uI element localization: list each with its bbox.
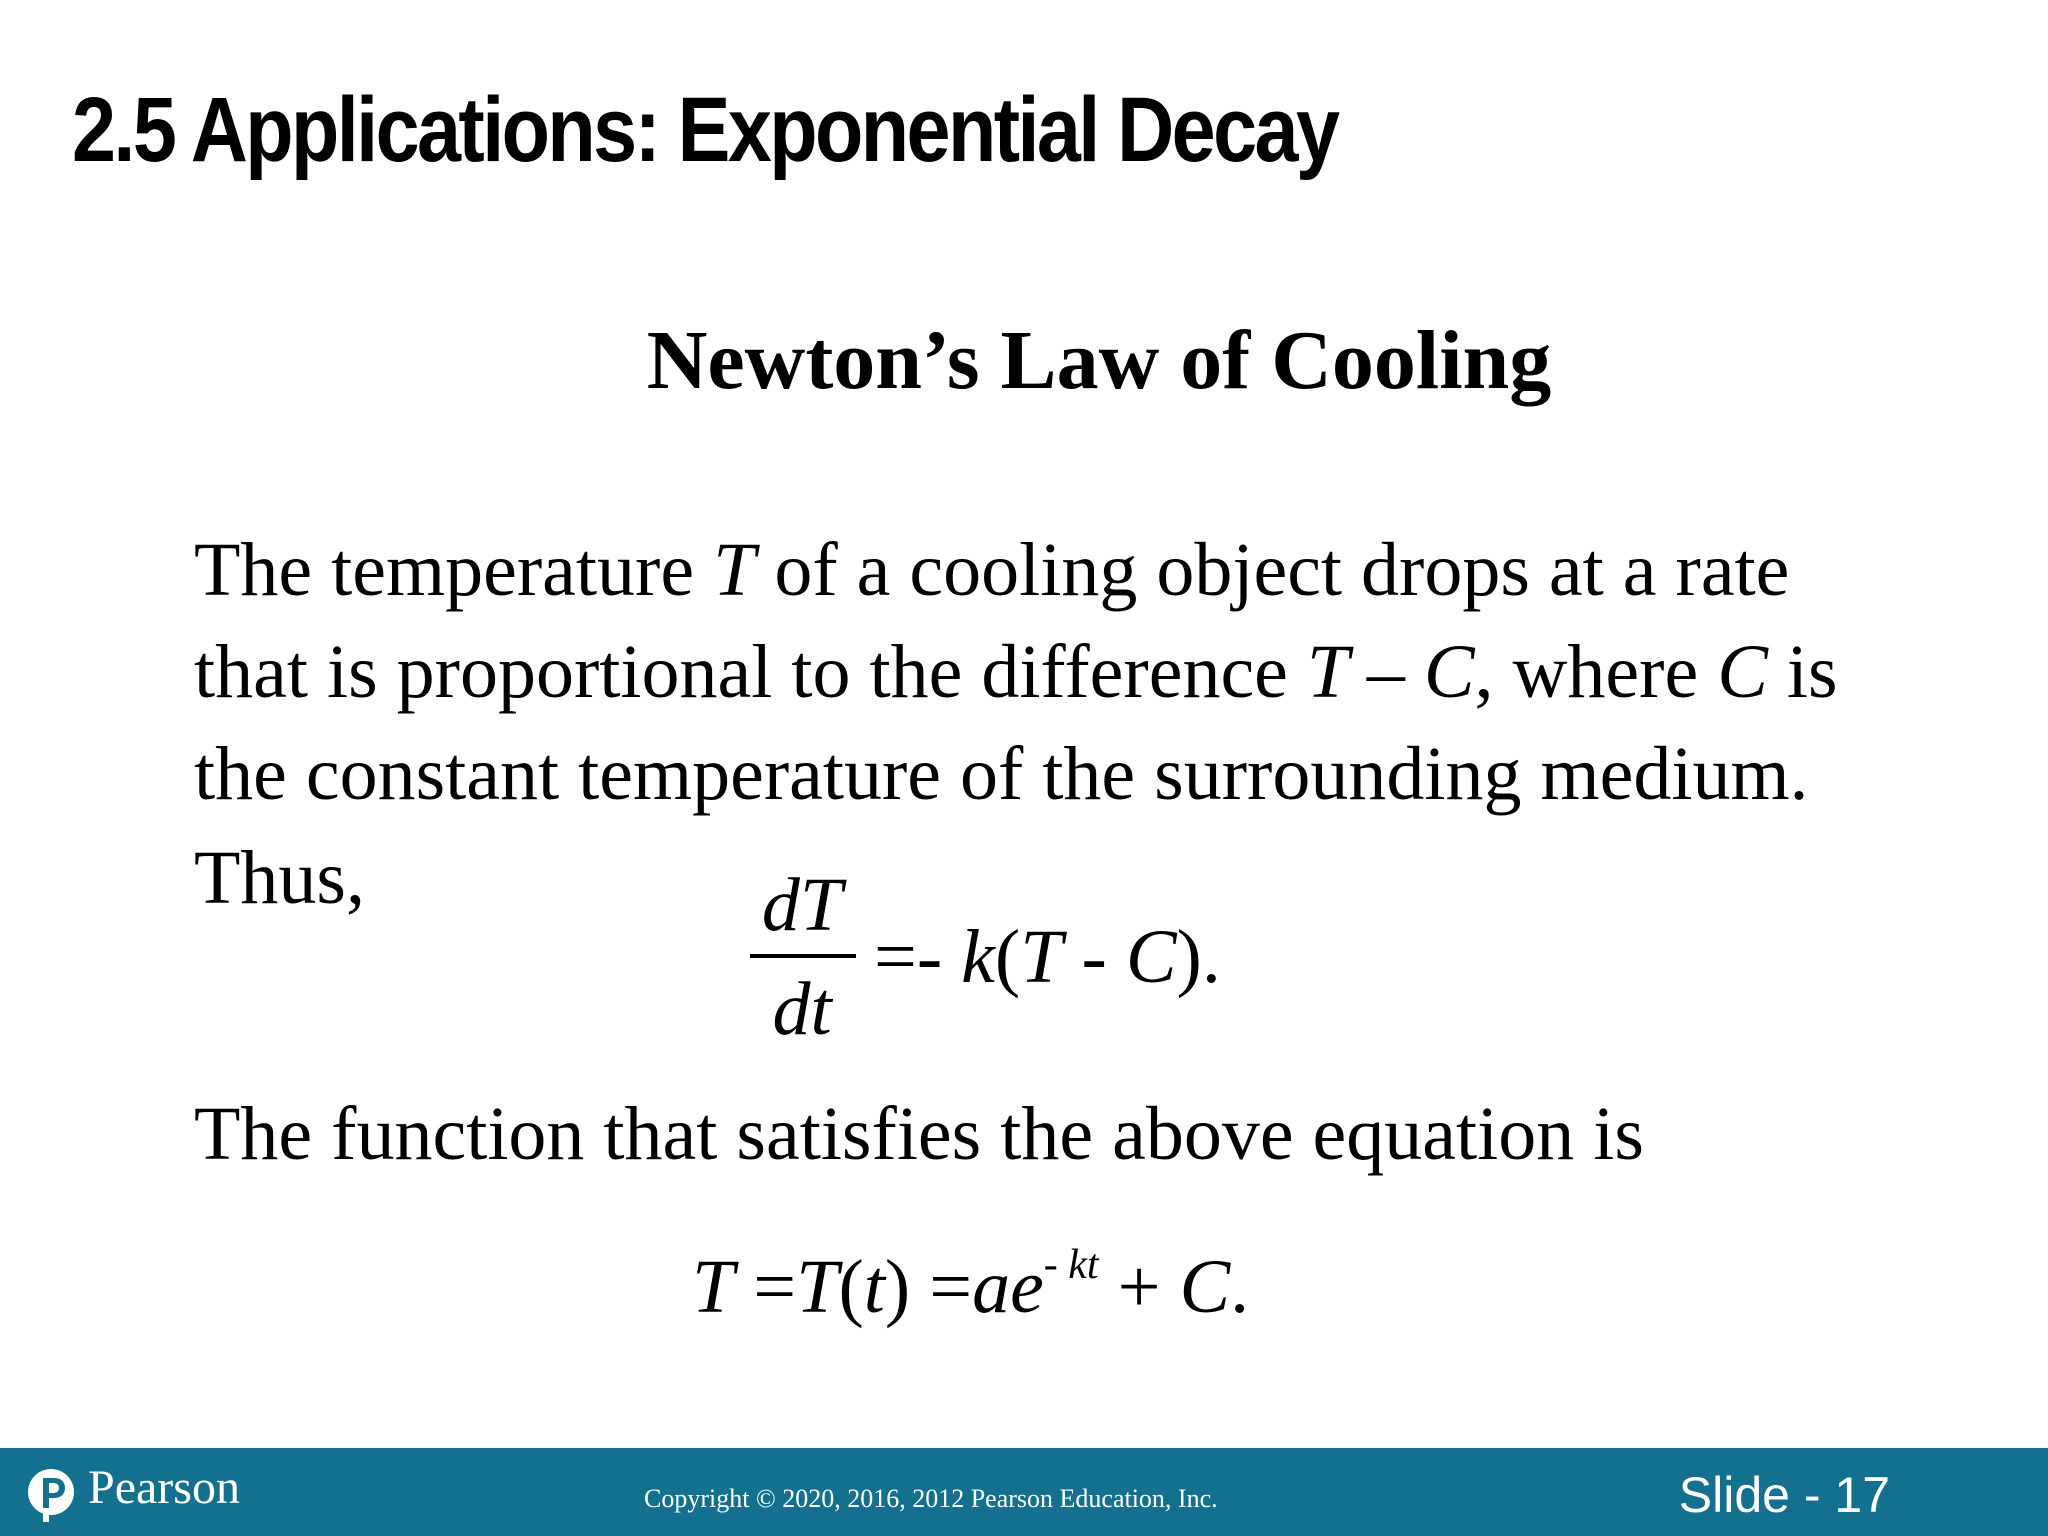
exponent [1044,1242,1099,1288]
variable-k: k [961,915,995,999]
pearson-logo-text: Pearson [88,1461,240,1514]
plus-sign: + [1098,1245,1180,1329]
variable-T: T [713,528,756,612]
equals-sign: = [734,1245,797,1329]
term-ae: ae [972,1245,1044,1329]
variable-T: T [1020,915,1063,999]
paren-close: ) [884,1245,911,1329]
body-line-2 [194,630,1838,714]
text: of a cooling object drops at a rate [755,528,1790,612]
period: . [1230,1245,1250,1329]
text: that is proportional to the difference [194,630,1307,714]
text: , where [1474,630,1718,714]
body-line-3: the constant temperature of the surrounding medium. [194,732,1809,816]
equation-rhs [874,914,1221,1001]
variable-C: C [1717,630,1768,714]
pearson-logo-icon [26,1468,76,1524]
body-line-4: Thus, [194,836,365,920]
variable-C: C [1179,1245,1231,1329]
copyright-text: Copyright © 2020, 2016, 2012 Pearson Education, Inc. [644,1484,1218,1513]
equation-solution [692,1244,1249,1331]
slide-title: 2.5 Applications: Exponential Decay [72,79,1338,181]
paren-close: ). [1176,915,1221,999]
paren-open: ( [838,1245,864,1329]
fraction-bar [750,954,856,958]
footer-bar [0,1448,2048,1536]
text: is [1767,630,1838,714]
variable-t: t [863,1245,885,1329]
slide-number: Slide - 17 [1678,1467,1890,1523]
text: The temperature [194,528,714,612]
expression-T-minus-C: T – C [1306,630,1475,714]
slide-subtitle: Newton’s Law of Cooling [646,314,1552,407]
variable-T: T [692,1245,735,1329]
fraction-denominator: dt [772,967,832,1051]
body-line-1 [194,528,1790,612]
fraction-numerator: dT [761,863,843,947]
variable-C: C [1125,915,1177,999]
exponent-text: - kt [1043,1242,1099,1288]
equals-sign: = [910,1245,973,1329]
minus-sign: - [1062,915,1126,999]
paren-open: ( [994,915,1021,999]
variable-T: T [796,1245,839,1329]
equals-minus: =- [874,915,962,999]
body-line-5: The function that satisfies the above equation is [194,1092,1644,1176]
